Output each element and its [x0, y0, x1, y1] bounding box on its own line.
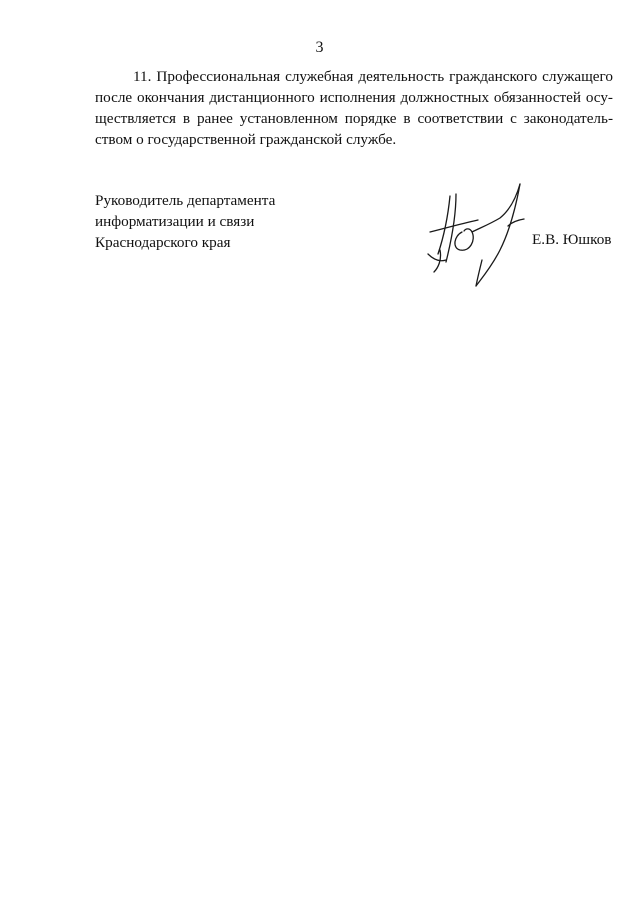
signer-name: Е.В. Юшков — [532, 231, 612, 248]
handwritten-signature — [420, 176, 550, 294]
paragraph-11 — [95, 66, 613, 150]
paragraph-line: ством о государственной гражданской службе. — [95, 131, 397, 148]
position-line: информатизации и связи — [95, 213, 255, 230]
position-line: Краснодарского края — [95, 234, 231, 251]
paragraph-line: 11. Профессиональная служебная деятельность гражданского служащего — [133, 68, 613, 85]
page-number: 3 — [315, 39, 324, 56]
paragraph-line: ществляется в ранее установленном порядке в соответствии с законодатель- — [95, 110, 613, 127]
signatory-position — [95, 190, 275, 253]
position-line: Руководитель департамента — [95, 192, 276, 209]
paragraph-line: после окончания дистанционного исполнения должностных обязанностей осу- — [95, 89, 613, 106]
